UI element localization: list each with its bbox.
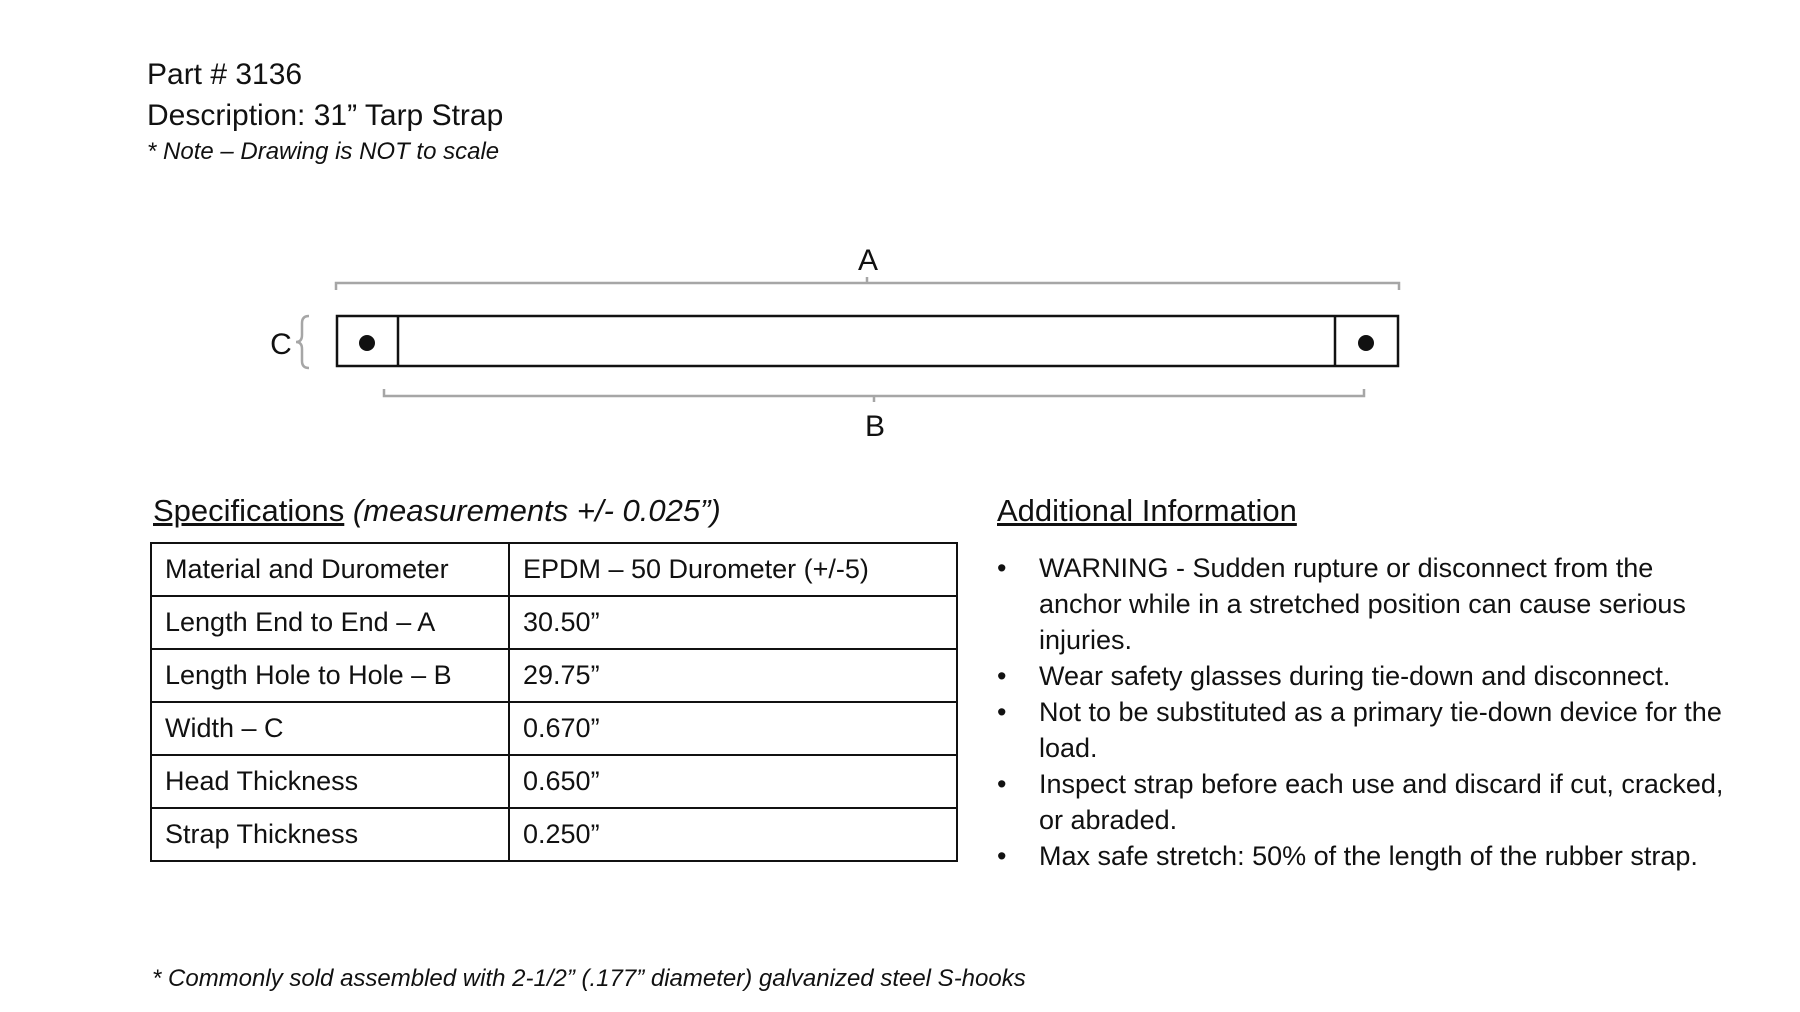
list-item: • Max safe stretch: 50% of the length of the rubber strap. <box>1039 838 1729 874</box>
right-hole <box>1358 335 1374 351</box>
dimension-c-label: C <box>270 328 292 361</box>
specifications-tolerance: (measurements +/- 0.025”) <box>352 493 721 528</box>
list-item: • Wear safety glasses during tie-down and disconnect. <box>1039 658 1729 694</box>
spec-value: 0.670” <box>509 702 957 755</box>
footnote: * Commonly sold assembled with 2-1/2” (.177” diameter) galvanized steel S-hooks <box>152 965 1026 992</box>
spec-label: Width – C <box>151 702 509 755</box>
table-row <box>151 808 957 861</box>
dimension-b-bracket <box>384 389 1364 402</box>
dimension-a-label: A <box>857 244 879 277</box>
table-row <box>151 596 957 649</box>
part-description: Description: 31” Tarp Strap <box>147 99 504 132</box>
spec-label: Length End to End – A <box>151 596 509 649</box>
list-item: • Inspect strap before each use and discard if cut, cracked, or abraded. <box>1039 766 1729 838</box>
dimension-b-label: B <box>864 410 886 443</box>
part-number: Part # 3136 <box>147 58 303 91</box>
spec-label: Material and Durometer <box>151 543 509 596</box>
spec-value: EPDM – 50 Durometer (+/-5) <box>509 543 957 596</box>
table-row <box>151 649 957 702</box>
specifications-title: Specifications <box>153 493 345 528</box>
left-hole <box>359 335 375 351</box>
spec-value: 0.250” <box>509 808 957 861</box>
strap-body <box>337 316 1398 366</box>
strap-diagram <box>0 0 1800 460</box>
list-item: • Not to be substituted as a primary tie-down device for the load. <box>1039 694 1729 766</box>
scale-note: * Note – Drawing is NOT to scale <box>147 138 500 165</box>
spec-label: Length Hole to Hole – B <box>151 649 509 702</box>
additional-info-list <box>997 550 1729 874</box>
additional-info-heading: Additional Information <box>997 493 1297 528</box>
specifications-table <box>150 542 958 862</box>
list-item: • WARNING - Sudden rupture or disconnect from the anchor while in a stretched position can cause serious injuries. <box>1039 550 1729 658</box>
spec-label: Strap Thickness <box>151 808 509 861</box>
table-row <box>151 702 957 755</box>
dimension-c-bracket <box>296 316 309 368</box>
spec-value: 29.75” <box>509 649 957 702</box>
dimension-a-bracket <box>336 277 1399 290</box>
spec-label: Head Thickness <box>151 755 509 808</box>
table-row <box>151 755 957 808</box>
spec-value: 30.50” <box>509 596 957 649</box>
specifications-heading <box>153 493 721 529</box>
spec-value: 0.650” <box>509 755 957 808</box>
table-row <box>151 543 957 596</box>
